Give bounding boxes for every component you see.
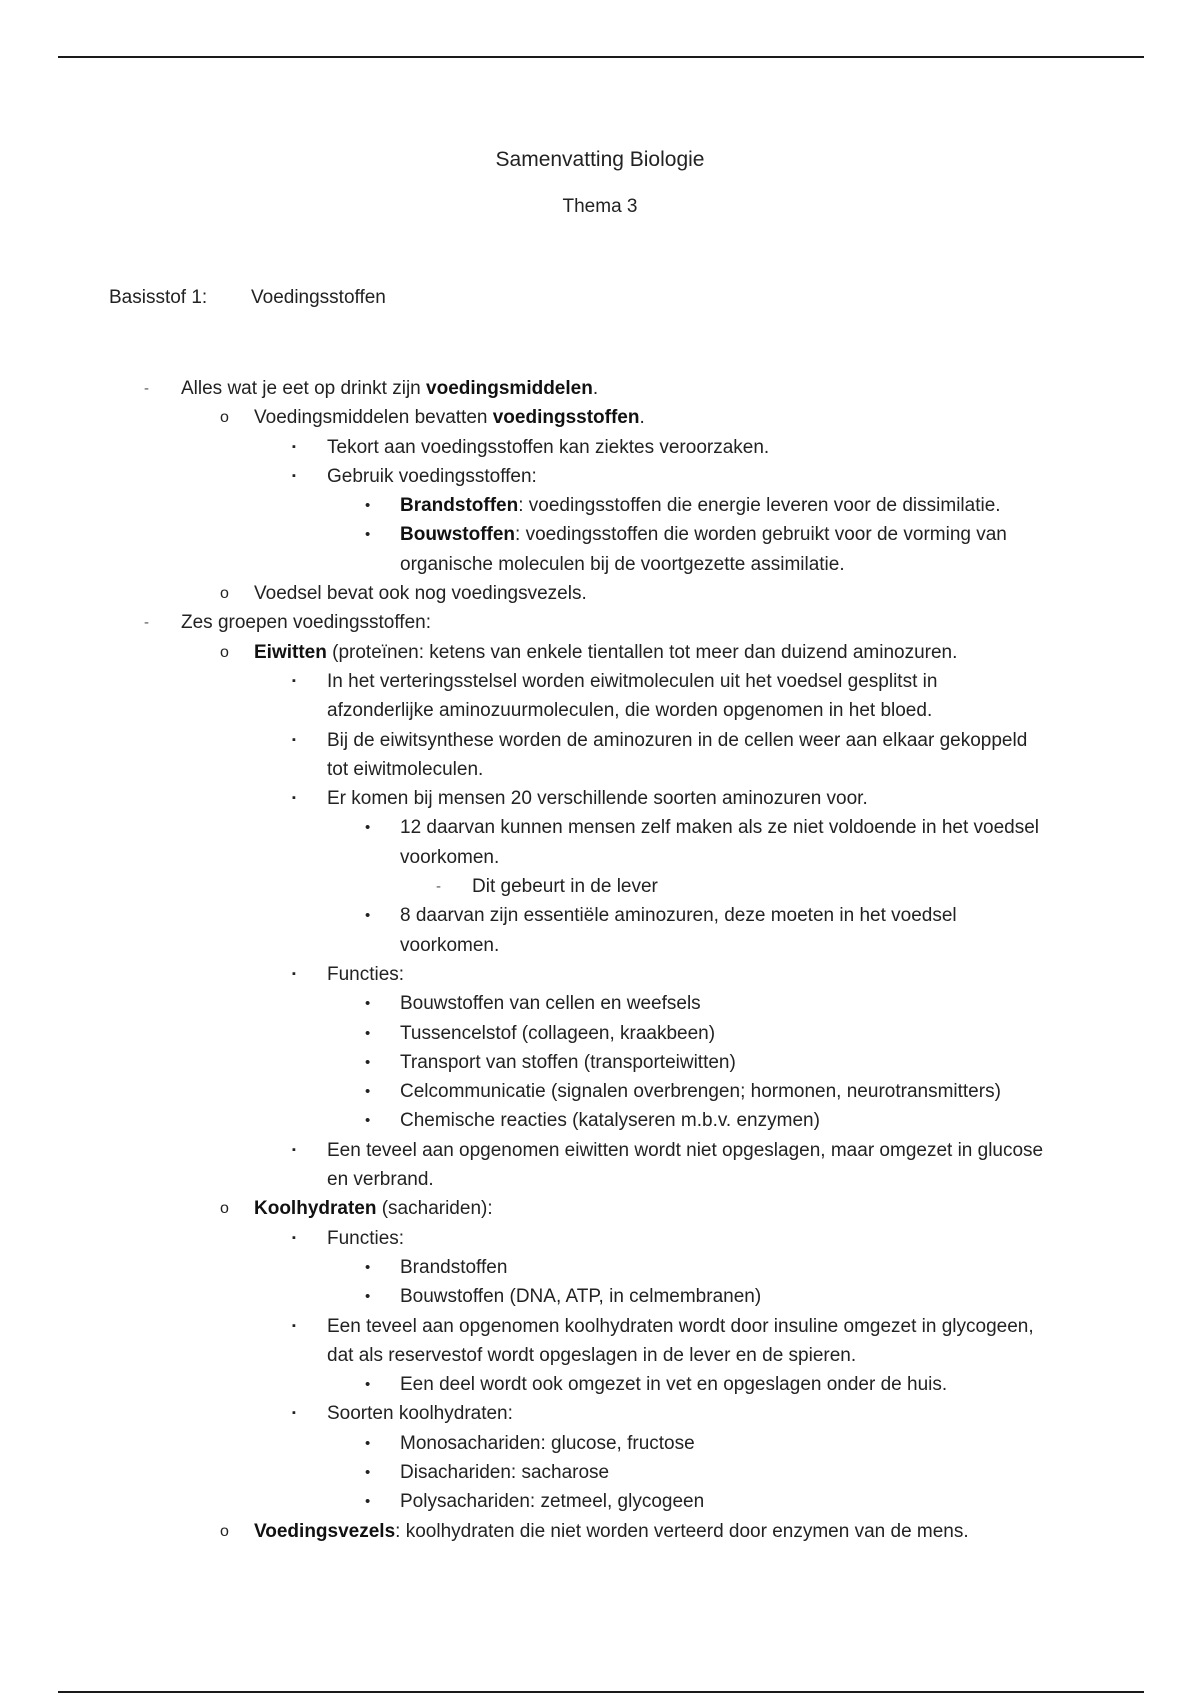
- top-rule: [58, 56, 1144, 58]
- list-item: - Alles wat je eet op drinkt zijn voedingsmiddelen.: [0, 374, 1200, 403]
- dash-bullet: -: [144, 380, 149, 397]
- section-label: Basisstof 1:: [109, 287, 208, 308]
- circle-bullet: o: [220, 1200, 229, 1218]
- dot-bullet: •: [365, 1112, 371, 1130]
- square-bullet: ▪: [292, 792, 296, 805]
- keyword: Brandstoffen: [400, 495, 519, 517]
- keyword: voedingsstoffen: [492, 407, 640, 429]
- keyword: Koolhydraten: [254, 1198, 377, 1220]
- square-bullet: ▪: [292, 1407, 296, 1420]
- dot-bullet: •: [365, 1434, 371, 1452]
- keyword: Voedingsvezels: [254, 1520, 396, 1542]
- circle-bullet: o: [220, 643, 229, 661]
- list-item: - Dit gebeurt in de lever: [0, 872, 1200, 901]
- list-item: o Voedingsmiddelen bevatten voedingsstoffen.: [0, 403, 1200, 432]
- dot-bullet: •: [365, 497, 371, 515]
- list-item: ▪ In het verteringsstelsel worden eiwitmoleculen uit het voedsel gesplitst in: [0, 667, 1200, 696]
- outline-list: [0, 374, 1200, 1546]
- list-item: ▪ Functies:: [0, 1224, 1200, 1253]
- section-title: Voedingsstoffen: [251, 287, 386, 308]
- list-item: ▪ Gebruik voedingsstoffen:: [0, 462, 1200, 491]
- circle-bullet: o: [220, 1522, 229, 1540]
- dot-bullet: •: [365, 1493, 371, 1511]
- list-item: • Transport van stoffen (transporteiwitten): [0, 1048, 1200, 1077]
- list-item: o Voedingsvezels: koolhydraten die niet worden verteerd door enzymen van de mens.: [0, 1517, 1200, 1546]
- document-title: Samenvatting Biologie: [495, 148, 705, 171]
- dot-bullet: •: [365, 1024, 371, 1042]
- list-item: ▪ Er komen bij mensen 20 verschillende soorten aminozuren voor.: [0, 784, 1200, 813]
- list-item: ▪ Een teveel aan opgenomen koolhydraten wordt door insuline omgezet in glycogeen,: [0, 1312, 1200, 1341]
- dot-bullet: •: [365, 526, 371, 544]
- square-bullet: ▪: [292, 733, 296, 746]
- dot-bullet: •: [365, 1083, 371, 1101]
- dash-bullet: -: [436, 878, 441, 896]
- dot-bullet: •: [365, 1258, 371, 1276]
- dot-bullet: •: [365, 1376, 371, 1394]
- list-item: ▪ Bij de eiwitsynthese worden de aminozuren in de cellen weer aan elkaar gekoppeld: [0, 726, 1200, 755]
- list-item: • Bouwstoffen (DNA, ATP, in celmembranen): [0, 1282, 1200, 1311]
- dot-bullet: •: [365, 819, 371, 837]
- list-item-continuation: dat als reservestof wordt opgeslagen in de lever en de spieren.: [327, 1344, 857, 1366]
- list-item: ▪ Een teveel aan opgenomen eiwitten wordt niet opgeslagen, maar omgezet in glucose: [0, 1136, 1200, 1165]
- list-item: o Eiwitten (proteïnen: ketens van enkele tientallen tot meer dan duizend aminozuren.: [0, 638, 1200, 667]
- list-item: • Tussencelstof (collageen, kraakbeen): [0, 1019, 1200, 1048]
- keyword: voedingsmiddelen: [426, 378, 593, 399]
- list-item: • 8 daarvan zijn essentiële aminozuren, deze moeten in het voedsel: [0, 901, 1200, 930]
- list-item: o Koolhydraten (sachariden):: [0, 1194, 1200, 1223]
- list-item: • 12 daarvan kunnen mensen zelf maken als ze niet voldoende in het voedsel: [0, 813, 1200, 842]
- dot-bullet: •: [365, 995, 371, 1013]
- dot-bullet: •: [365, 1463, 371, 1481]
- square-bullet: ▪: [292, 440, 296, 453]
- list-item-continuation: organische moleculen bij de voortgezette assimilatie.: [400, 553, 845, 575]
- keyword: Bouwstoffen: [400, 524, 516, 546]
- list-item: • Bouwstoffen: voedingsstoffen die worden gebruikt voor de vorming van: [0, 520, 1200, 549]
- list-item: • Polysachariden: zetmeel, glycogeen: [0, 1487, 1200, 1516]
- dot-bullet: •: [365, 907, 371, 925]
- circle-bullet: o: [220, 585, 229, 603]
- keyword: Eiwitten: [254, 641, 327, 663]
- square-bullet: ▪: [292, 1231, 296, 1244]
- list-item: • Chemische reacties (katalyseren m.b.v. enzymen): [0, 1106, 1200, 1135]
- list-item: ▪ Tekort aan voedingsstoffen kan ziektes veroorzaken.: [0, 433, 1200, 462]
- list-item-continuation: tot eiwitmoleculen.: [327, 758, 484, 780]
- list-item: • Brandstoffen: [0, 1253, 1200, 1282]
- dash-bullet: -: [144, 614, 149, 632]
- document-subtitle: Thema 3: [562, 196, 638, 217]
- list-item: • Een deel wordt ook omgezet in vet en opgeslagen onder de huis.: [0, 1370, 1200, 1399]
- list-item-continuation: afzonderlijke aminozuurmoleculen, die worden opgenomen in het bloed.: [327, 700, 933, 722]
- list-item-continuation: voorkomen.: [400, 846, 500, 868]
- dot-bullet: •: [365, 1288, 371, 1306]
- square-bullet: ▪: [292, 674, 296, 687]
- list-item: • Celcommunicatie (signalen overbrengen; hormonen, neurotransmitters): [0, 1077, 1200, 1106]
- list-item: ▪ Functies:: [0, 960, 1200, 989]
- dot-bullet: •: [365, 1053, 371, 1071]
- list-item: o Voedsel bevat ook nog voedingsvezels.: [0, 579, 1200, 608]
- square-bullet: ▪: [292, 469, 296, 482]
- square-bullet: ▪: [292, 1143, 296, 1156]
- section-heading: [109, 287, 386, 309]
- list-item-continuation: en verbrand.: [327, 1169, 434, 1191]
- list-item: • Disachariden: sacharose: [0, 1458, 1200, 1487]
- list-item: ▪ Soorten koolhydraten:: [0, 1399, 1200, 1428]
- list-item-continuation: voorkomen.: [400, 934, 500, 956]
- list-item: • Bouwstoffen van cellen en weefsels: [0, 989, 1200, 1018]
- list-item: • Monosachariden: glucose, fructose: [0, 1429, 1200, 1458]
- bottom-rule: [58, 1691, 1144, 1693]
- square-bullet: ▪: [292, 1319, 296, 1332]
- circle-bullet: o: [220, 409, 229, 427]
- list-item: - Zes groepen voedingsstoffen:: [0, 608, 1200, 637]
- square-bullet: ▪: [292, 967, 296, 980]
- list-item: • Brandstoffen: voedingsstoffen die energie leveren voor de dissimilatie.: [0, 491, 1200, 520]
